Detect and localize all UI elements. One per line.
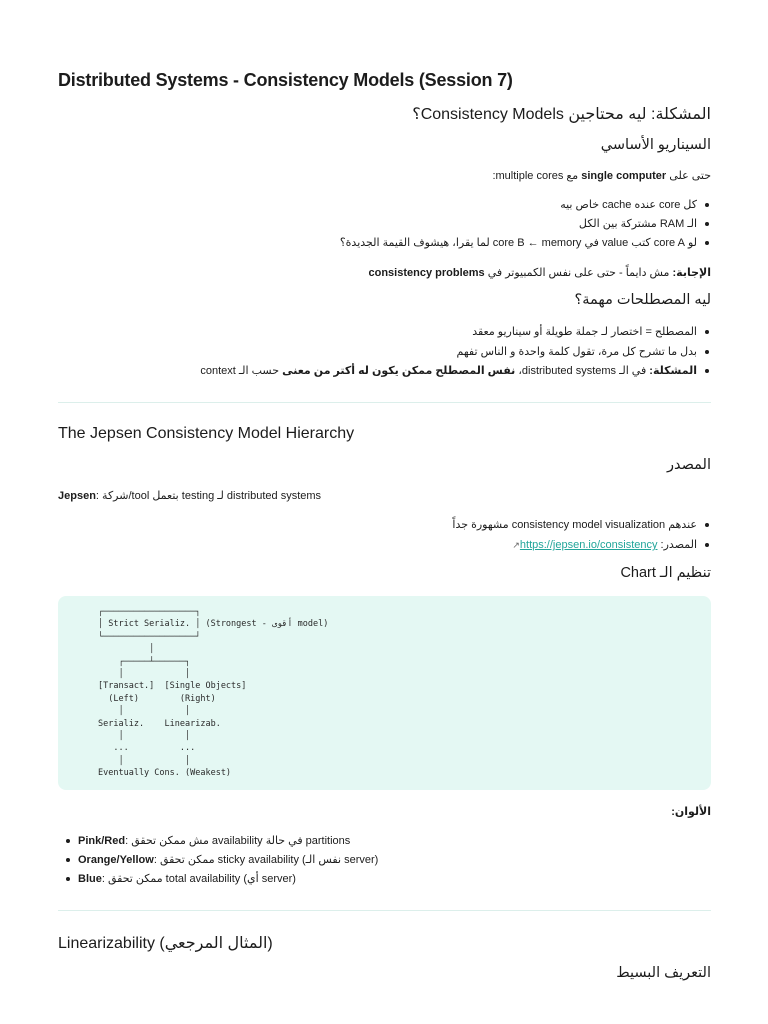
code-block <box>58 596 711 790</box>
list-item: بدل ما تشرح كل مرة، تقول كلمة واحدة و الناس تفهم <box>457 345 712 358</box>
document-page <box>58 0 711 1024</box>
linearizability-heading: Linearizability (المثال المرجعي) <box>58 935 273 952</box>
scenario-intro: حتى على single computer مع multiple cores: <box>492 170 711 182</box>
answer-paragraph: الإجابة: مش دايماً - حتى على نفس الكمبيوتر في consistency problems <box>368 267 711 279</box>
external-link-icon: ↗ <box>512 540 520 550</box>
terms-heading: ليه المصطلحات مهمة؟ <box>574 292 711 308</box>
jepsen-heading: The Jepsen Consistency Model Hierarchy <box>58 425 355 442</box>
list-item: Pink/Red: مش ممكن تحقق availability في حالة partitions <box>58 834 350 847</box>
divider <box>58 402 711 403</box>
list-item: عندهم consistency model visualization مشهورة جداً <box>452 518 711 531</box>
list-item: المصطلح = اختصار لـ جملة طويلة أو سيناريو معقد <box>472 325 711 338</box>
list-item: كل core عنده cache خاص بيه <box>560 198 711 211</box>
list-item: الـ RAM مشتركة بين الكل <box>579 217 711 230</box>
jepsen-link[interactable]: https://jepsen.io/consistency <box>519 539 658 551</box>
page-title: Distributed Systems - Consistency Models (Session 7) <box>58 70 513 90</box>
list-item: لو core A كتب value في core B ← memory لما يقرا، هيشوف القيمة الجديدة؟ <box>340 236 711 249</box>
list-item: Orange/Yellow: ممكن تحقق sticky availability (نفس الـ server) <box>58 853 378 866</box>
colors-heading: الألوان: <box>671 806 711 818</box>
list-item: المصدر: https://jepsen.io/consistency↗ <box>512 538 711 551</box>
source-heading: المصدر <box>666 457 711 473</box>
jepsen-paragraph: Jepsen: شركة/tool بتعمل testing لـ distributed systems <box>58 490 322 502</box>
list-item: المشكلة: في الـ distributed systems، نفس المصطلح ممكن يكون له أكتر من معنى حسب الـ context <box>200 364 711 377</box>
scenario-heading: السيناريو الأساسي <box>600 137 711 153</box>
list-item: Blue: ممكن تحقق total availability (أي server) <box>58 872 296 885</box>
definition-heading: التعريف البسيط <box>616 965 711 981</box>
problem-heading: المشكلة: ليه محتاجين Consistency Models؟ <box>412 106 711 123</box>
divider <box>58 910 711 911</box>
chart-heading: تنظيم الـ Chart <box>620 565 711 581</box>
hierarchy-diagram: ┌──────────────────┐ │ Strict Serializ. │ (Strongest - أقوى model) └──────────────────┘ │ ┌─────┴──────┐ │ │ [Transact.] [Single Objects] (Left) (Right) │ │ Serializ. Linearizab. │ │ ... ... │ │ Eventually Cons. (Weakest) <box>98 607 329 779</box>
